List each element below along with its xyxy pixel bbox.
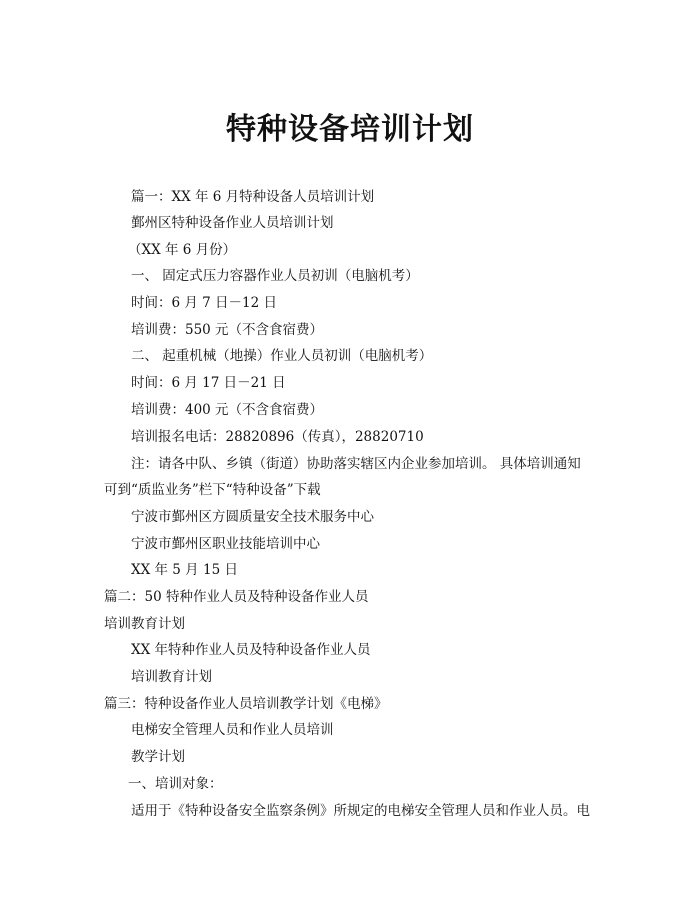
text-line: 篇二：50 特种作业人员及特种设备作业人员 [104,589,369,605]
text-line: 电梯安全管理人员和作业人员培训 [131,722,334,738]
text-line: 二、 起重机械（地操）作业人员初训（电脑机考） [131,348,433,364]
text-line: 篇三：特种设备作业人员培训教学计划《电梯》 [104,696,388,712]
text-line: 适用于《特种设备安全监察条例》所规定的电梯安全管理人员和作业人员。电 [131,803,590,819]
text-line: 时间：6 月 17 日－21 日 [131,375,286,391]
text-line: 教学计划 [131,749,185,765]
text-line: 可到“质监业务”栏下“特种设备”下载 [104,482,321,498]
text-line: 培训教育计划 [131,669,212,685]
text-line: 培训报名电话：28820896（传真），28820710 [131,429,424,445]
text-line: 一、 固定式压力容器作业人员初训（电脑机考） [131,268,419,284]
text-line: 时间：6 月 7 日－12 日 [131,295,278,311]
document-title: 特种设备培训计划 [226,112,474,147]
text-line: 篇一：XX 年 6 月特种设备人员培训计划 [131,189,375,205]
text-line: 培训费：400 元（不含食宿费） [131,402,324,418]
text-line: 培训费：550 元（不含食宿费） [131,322,324,338]
text-line: 宁波市鄞州区职业技能培训中心 [131,536,320,552]
text-line: 宁波市鄞州区方圆质量安全技术服务中心 [131,509,374,525]
text-line: 注：请各中队、乡镇（街道）协助落实辖区内企业参加培训。 具体培训通知 [131,456,581,472]
text-line: 一、培训对象： [128,776,223,792]
text-line: 鄞州区特种设备作业人员培训计划 [131,215,334,231]
text-line: 培训教育计划 [104,616,185,632]
text-line: （XX 年 6 月份） [128,242,237,258]
text-line: XX 年特种作业人员及特种设备作业人员 [131,642,371,658]
text-line: XX 年 5 月 15 日 [131,562,238,578]
